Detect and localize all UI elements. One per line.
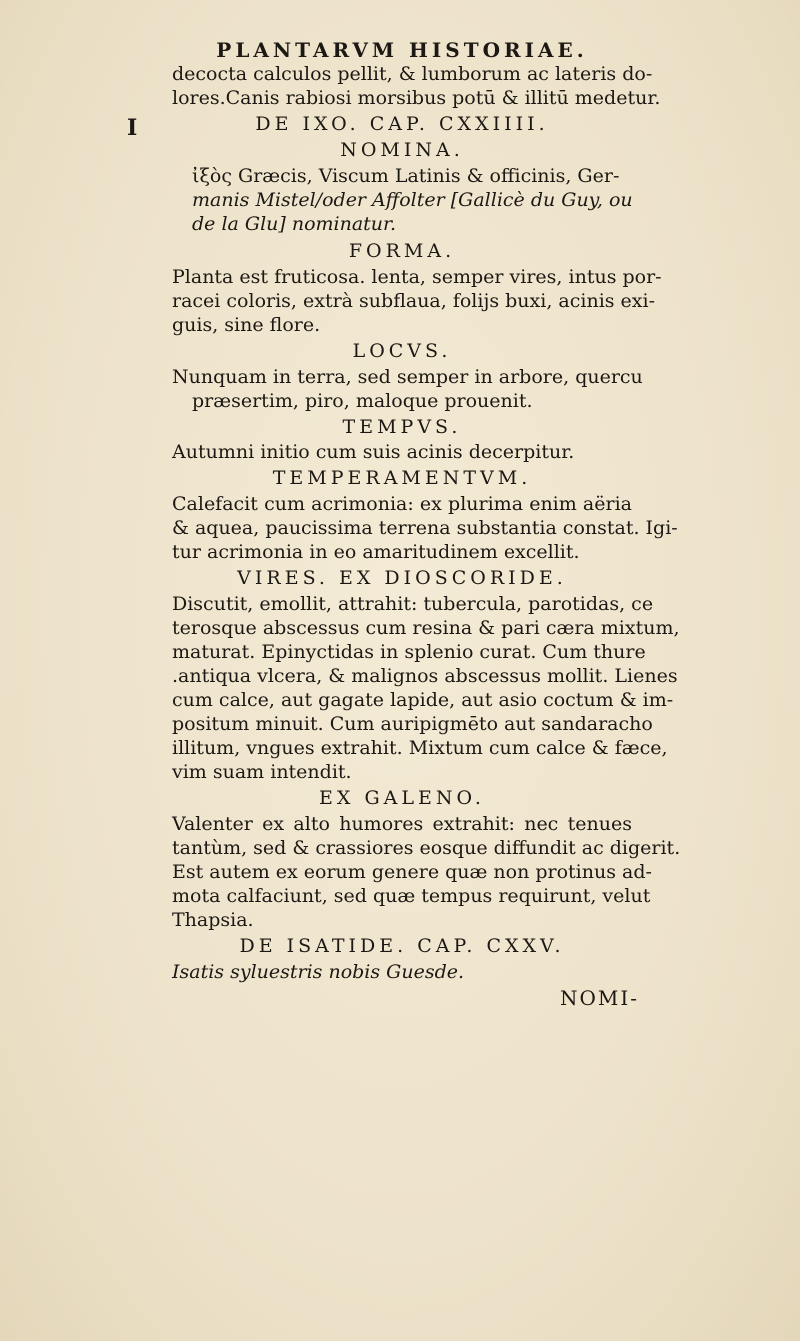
text-line: positum minuit. Cum auripigmēto aut sandaracho: [172, 713, 653, 735]
text-line: præsertim, piro, maloque prouenit.: [192, 390, 533, 412]
text-line: Est autem ex eorum genere quæ non protinus ad-: [172, 861, 652, 883]
chapter-heading: DE IXO. CAP. CXXIIII.: [255, 113, 549, 135]
text-line: ἰξὸς Græcis, Viscum Latinis & officinis, Ger-: [192, 165, 620, 187]
text-line: terosque abscessus cum resina & pari cæra mixtum,: [172, 617, 680, 639]
text-line: tur acrimonia in eo amaritudinem excellit.: [172, 541, 580, 563]
text-line: de la Glu] nominatur.: [192, 213, 397, 235]
section-heading: VIRES. EX DIOSCORIDE.: [237, 567, 567, 589]
section-heading: LOCVS.: [352, 340, 452, 362]
text-line: decocta calculos pellit, & lumborum ac lateris do-: [172, 63, 653, 85]
chapter-heading: DE ISATIDE. CAP. CXXV.: [239, 935, 565, 957]
section-heading: FORMA.: [348, 240, 456, 262]
text-line: Discutit, emollit, attrahit: tubercula, parotidas, ce: [172, 593, 654, 615]
text-line: tantùm, sed & crassiores eosque diffundit ac digerit.: [172, 837, 681, 859]
text-line: maturat. Epinyctidas in splenio curat. Cum thure: [172, 641, 646, 663]
text-line: & aquea, paucissima terrena substantia constat. Igi-: [172, 517, 678, 539]
text-line: racei coloris, extrà subflaua, folijs buxi, acinis exi-: [172, 290, 656, 312]
text-line: manis Mistel/oder Affolter [Gallicè du Guy, ou: [192, 189, 633, 211]
text-line: Autumni initio cum suis acinis decerpitur.: [172, 441, 575, 463]
text-line: Isatis syluestris nobis Guesde.: [172, 961, 465, 983]
drop-initial: I: [127, 115, 138, 141]
section-heading: EX GALENO.: [319, 787, 485, 809]
text-line: illitum, vngues extrahit. Mixtum cum calce & fæce,: [172, 737, 668, 759]
section-heading: TEMPERAMENTVM.: [272, 467, 532, 489]
text-line: guis, sine flore.: [172, 314, 321, 336]
text-line: vim suam intendit.: [172, 761, 352, 783]
text-line: lores.Canis rabiosi morsibus potū & illitū medetur.: [172, 87, 661, 109]
text-line: Planta est fruticosa. lenta, semper vires, intus por-: [172, 266, 662, 288]
section-heading: NOMINA.: [340, 139, 464, 161]
running-header: PLANTARVM HISTORIAE.: [216, 38, 588, 62]
section-heading: TEMPVS.: [342, 416, 462, 438]
text-line: Nunquam in terra, sed semper in arbore, quercu: [172, 366, 643, 388]
catchword: NOMI-: [560, 986, 640, 1010]
text-line: Thapsia.: [172, 909, 254, 931]
text-line: Valenter ex alto humores extrahit: nec tenues: [172, 813, 632, 835]
text-line: cum calce, aut gagate lapide, aut asio coctum & im-: [172, 689, 674, 711]
text-line: Calefacit cum acrimonia: ex plurima enim aëria: [172, 493, 632, 515]
text-line: mota calfaciunt, sed quæ tempus requirunt, velut: [172, 885, 651, 907]
text-line: .antiqua vlcera, & malignos abscessus mollit. Lienes: [172, 665, 678, 687]
